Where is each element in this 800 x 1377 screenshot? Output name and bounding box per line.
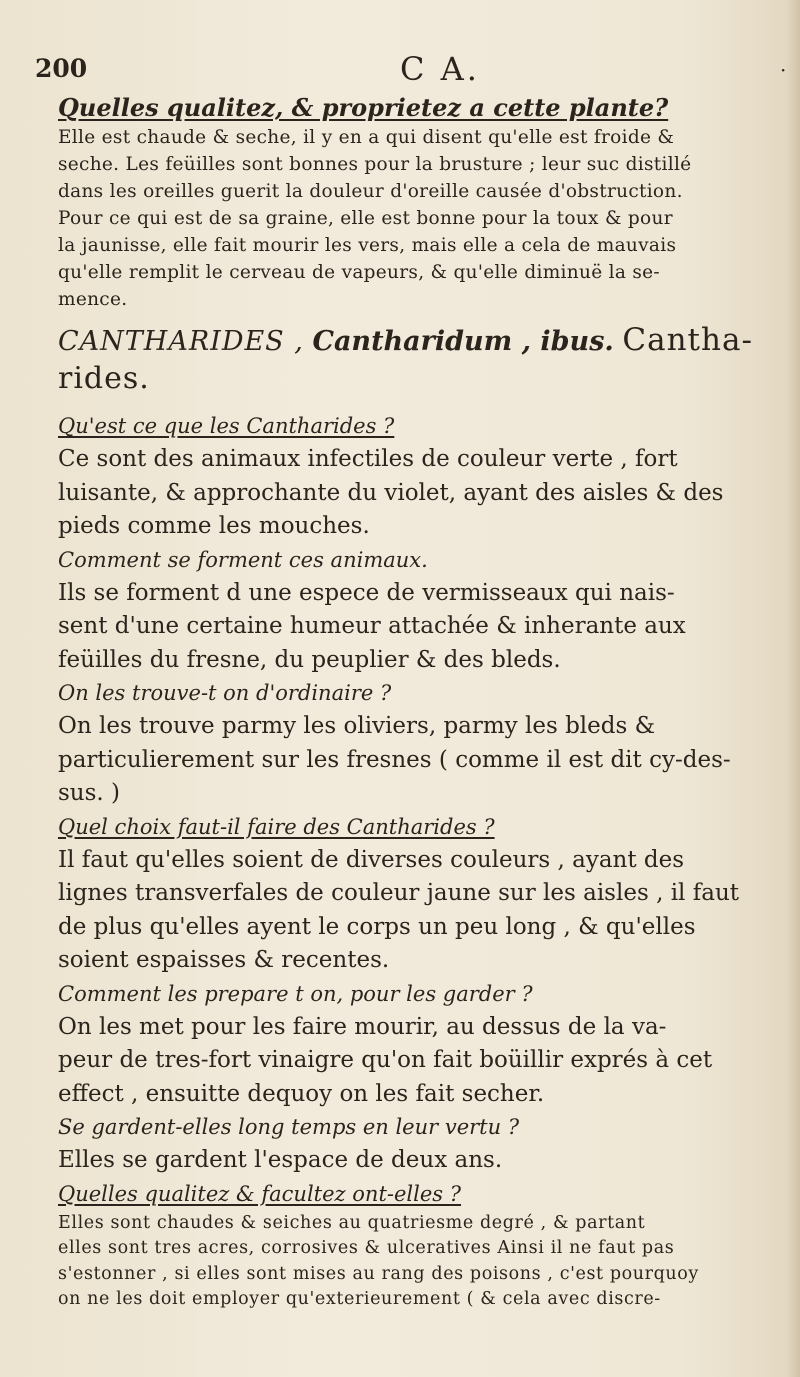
text-line: Elle est chaude & seche, il y en a qui disent qu'elle est froide &	[58, 127, 675, 148]
text-line: de plus qu'elles ayent le corps un peu long , & qu'elles	[58, 913, 696, 940]
answer-prepare	[58, 1011, 770, 1112]
text-line: s'estonner , si elles sont mises au rang des poisons , c'est pourquoy	[58, 1263, 699, 1284]
text-line: sus. )	[58, 780, 121, 806]
text-line: luisante, & approchante du violet, ayant des aisles & des	[58, 479, 724, 506]
text-line: on ne les doit employer qu'exterieurement ( & cela avec discre-	[58, 1289, 661, 1309]
text-line: seche. Les feüilles sont bonnes pour la brusture ; leur suc distillé	[58, 154, 692, 175]
heading-continuation: rides.	[58, 361, 150, 396]
question-quest: Qu'est ce que les Cantharides ?	[58, 414, 395, 438]
text-line: Elles sont chaudes & seiches au quatriesme degré , & partant	[58, 1212, 646, 1233]
text-line: la jaunisse, elle fait mourir les vers, mais elle a cela de mauvais	[58, 235, 677, 256]
page-header	[35, 50, 787, 88]
text-line: pieds comme les mouches.	[58, 513, 370, 539]
question-facultez: Quelles qualitez & facultez ont-elles ?	[58, 1181, 461, 1206]
text-line: mence.	[58, 289, 128, 310]
question-forment: Comment se forment ces animaux.	[58, 547, 428, 572]
text-line: elles sont tres acres, corrosives & ulceratives Ainsi il ne faut pas	[58, 1238, 675, 1258]
text-line: peur de tres-fort vinaigre qu'on fait boüillir exprés à cet	[58, 1047, 713, 1073]
answer-gardent	[58, 1144, 770, 1178]
text-line: feüilles du fresne, du peuplier & des bleds.	[58, 646, 561, 673]
text-line: Pour ce qui est de sa graine, elle est bonne pour la toux & pour	[58, 208, 673, 229]
question-gardent: Se gardent-elles long temps en leur vertu ?	[58, 1115, 520, 1139]
text-line: soient espaisses & recentes.	[58, 947, 390, 973]
text-line: Ce sont des animaux infectiles de couleur verte , fort	[58, 446, 678, 472]
header-mark: ·	[780, 58, 787, 82]
text-line: effect , ensuitte dequoy on les fait secher.	[58, 1080, 545, 1107]
running-head: C A.	[400, 50, 480, 88]
heading-title: CANTHARIDES ,	[58, 326, 304, 357]
answer-quest	[58, 443, 770, 544]
text-line: Il faut qu'elles soient de diverses couleurs , ayant des	[58, 846, 685, 873]
page-body	[58, 92, 770, 1313]
heading-latin: Cantharidum , ibus.	[312, 326, 614, 357]
text-line: lignes transverfales de couleur jaune sur les aisles , il faut	[58, 880, 739, 906]
heading-french: Cantha-	[622, 322, 753, 358]
text-line: Ils se forment d une espece de vermisseaux qui nais-	[58, 579, 675, 606]
page-number: 200	[35, 54, 88, 83]
text-line: qu'elle remplit le cerveau de vapeurs, & qu'elle diminuë la se-	[58, 262, 660, 283]
text-line: dans les oreilles guerit la douleur d'oreille causée d'obstruction.	[58, 181, 683, 202]
text-line: Elles se gardent l'espace de deux ans.	[58, 1147, 503, 1173]
answer-choix	[58, 844, 770, 978]
question-choix: Quel choix faut-il faire des Cantharides ?	[58, 814, 495, 839]
entry-heading	[58, 321, 770, 361]
question-prepare: Comment les prepare t on, pour les garder ?	[58, 981, 533, 1006]
answer-forment	[58, 577, 770, 678]
question-qualitez-plante: Quelles qualitez, & proprietez a cette plante?	[58, 93, 669, 122]
text-line: particulierement sur les fresnes ( comme il est dit cy-des-	[58, 746, 731, 773]
page-edge	[786, 0, 800, 1377]
answer-plante	[58, 124, 770, 313]
question-trouve: On les trouve-t on d'ordinaire ?	[58, 681, 392, 705]
text-line: sent d'une certaine humeur attachée & inherante aux	[58, 613, 686, 639]
text-line: On les met pour les faire mourir, au dessus de la va-	[58, 1013, 667, 1040]
text-line: On les trouve parmy les oliviers, parmy les bleds &	[58, 713, 656, 739]
answer-trouve	[58, 710, 770, 811]
answer-facultez	[58, 1211, 770, 1313]
